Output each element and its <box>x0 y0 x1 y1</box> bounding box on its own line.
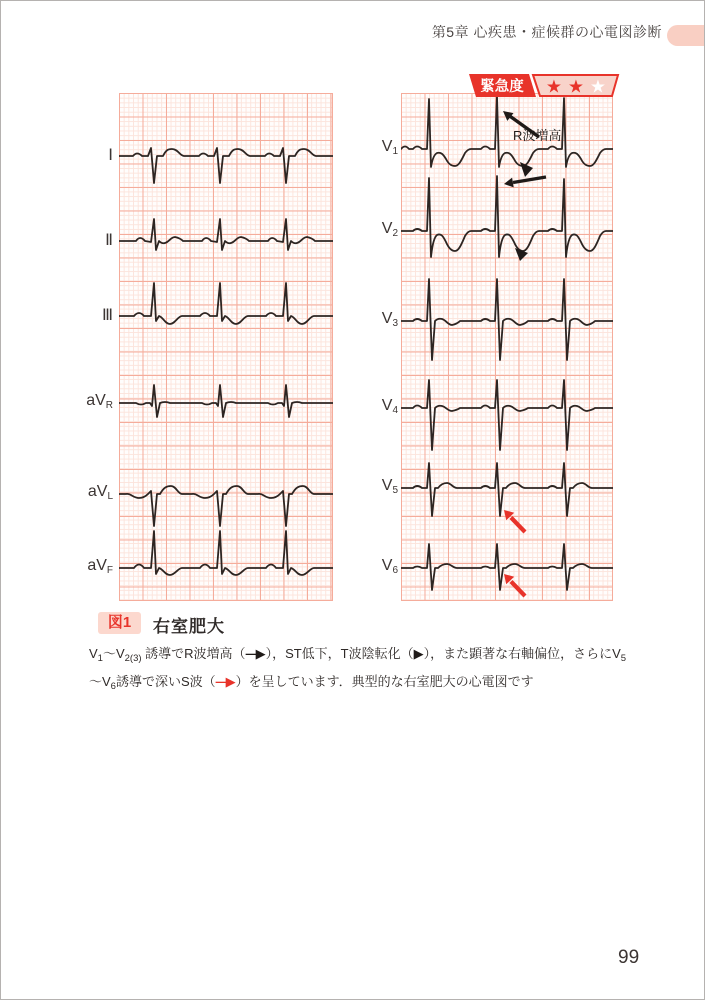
lead-label-v5: $V_5$ <box>381 477 398 496</box>
page-number: 99 <box>618 947 640 968</box>
lead-label-avr: $aV_R$ <box>86 392 113 411</box>
v2-r-wave-arrow-icon <box>504 177 546 187</box>
lead-v4-trace <box>401 380 613 450</box>
urgency-star-2: ★ <box>567 76 585 97</box>
lead-label-iii: Ⅲ <box>101 307 113 324</box>
urgency-badge <box>469 74 620 97</box>
lead-label-avf: $aV_F$ <box>87 557 113 576</box>
lead-iii-trace <box>119 283 333 324</box>
urgency-star-3: ★ <box>589 76 607 97</box>
lead-i-trace <box>119 148 333 183</box>
lead-label-v6: $V_6$ <box>381 557 398 576</box>
figure-description: $V_1\sim V_{2(3)}$ 誘導でR波増高（—▶ ），ST低下，T波陰転化（▶），また顕著な右軸偏位，さらに$V_5$ $\sim V_6$誘導で深いS波（—▶ ）を呈しています．典型的な右室肥大の心電図です <box>89 646 627 692</box>
v5-s-wave-red-arrow-icon <box>504 510 525 532</box>
urgency-badge-label: 緊急度 <box>480 79 524 95</box>
urgency-star-1: ★ <box>545 76 563 97</box>
lead-v2-trace <box>401 176 613 257</box>
chapter-header: 第5章 心疾患・症候群の心電図診断 <box>431 24 662 40</box>
v6-s-wave-red-arrow-icon <box>504 574 525 596</box>
lead-label-avl: $aV_L$ <box>87 483 113 502</box>
lead-label-i: Ⅰ <box>108 147 113 164</box>
ecg-traces-limb <box>119 93 333 601</box>
lead-label-ii: Ⅱ <box>105 232 113 249</box>
ecg-panel-limb-leads <box>119 93 333 601</box>
figure-title: 右室肥大 <box>153 617 225 636</box>
lead-avr-trace <box>119 385 333 417</box>
lead-v3-trace <box>401 279 613 360</box>
lead-v1-trace <box>401 96 613 167</box>
lead-label-v4: $V_4$ <box>381 397 398 416</box>
lead-avf-trace <box>119 531 333 575</box>
ecg-traces-chest <box>401 93 613 601</box>
lead-label-v1: $V_1$ <box>381 138 398 157</box>
lead-avl-trace <box>119 486 333 526</box>
chapter-tab-marker <box>667 25 704 46</box>
ecg-panel-chest-leads <box>401 93 613 601</box>
r-wave-annotation <box>503 111 561 143</box>
lead-label-v3: $V_3$ <box>381 310 398 329</box>
figure-tag: 図1 <box>98 612 141 634</box>
lead-ii-trace <box>119 219 333 250</box>
r-wave-label: R波増高 <box>513 128 562 143</box>
lead-label-v2: $V_2$ <box>381 220 398 239</box>
lead-v5-trace <box>401 463 613 516</box>
